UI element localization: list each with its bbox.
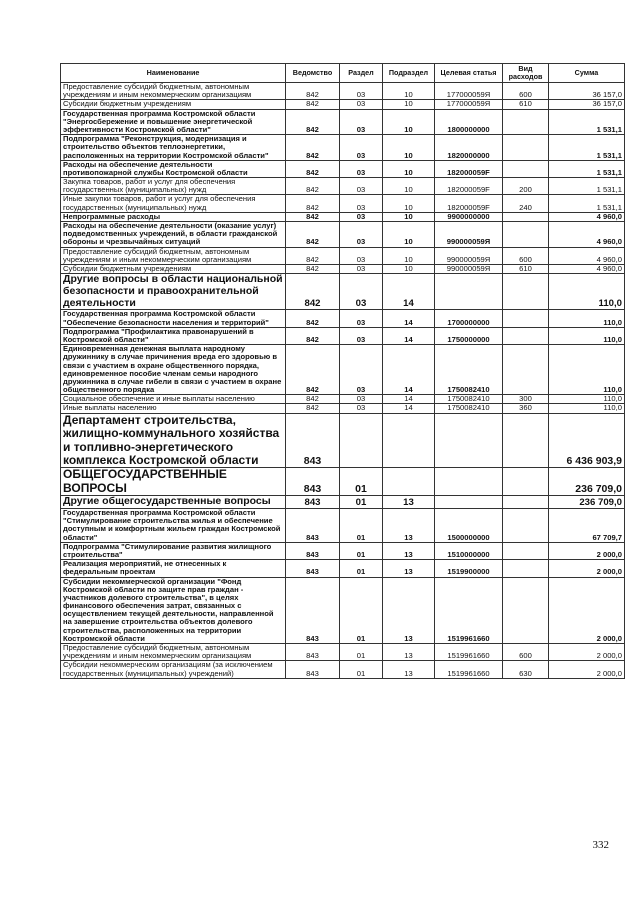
cell-target-article: [435, 468, 503, 496]
cell-podrazdel: 10: [383, 83, 435, 100]
cell-name: ОБЩЕГОСУДАРСТВЕННЫЕ ВОПРОСЫ: [61, 468, 286, 496]
cell-name: Социальное обеспечение и иные выплаты населению: [61, 395, 286, 404]
header-expense-type: Вид расходов: [503, 64, 549, 83]
cell-name: Субсидии бюджетным учреждениям: [61, 264, 286, 273]
cell-vedomstvo: 843: [286, 661, 340, 678]
cell-razdel: 03: [340, 310, 383, 327]
cell-target-article: 177000059Я: [435, 83, 503, 100]
cell-vedomstvo: 842: [286, 160, 340, 177]
cell-expense-type: 600: [503, 247, 549, 264]
cell-name: Единовременная денежная выплата народному дружиннику в случае причинения вреда его здоровью в связи с участием в охране общественного порядка, единовременное пособие членам семьи народного дружинника в случае гибели в связи с участием в охране общественного порядка: [61, 345, 286, 395]
cell-name: Государственная программа Костромской области "Стимулирование строительства жилья и обеспечение доступным и комфортным жильем граждан Костромской области": [61, 509, 286, 543]
table-row: [61, 542, 625, 559]
cell-target-article: 990000059Я: [435, 264, 503, 273]
cell-razdel: 03: [340, 135, 383, 161]
cell-target-article: 1510000000: [435, 542, 503, 559]
cell-sum: 1 531,1: [549, 135, 625, 161]
cell-expense-type: [503, 109, 549, 135]
cell-target-article: 182000059F: [435, 160, 503, 177]
cell-expense-type: 630: [503, 661, 549, 678]
cell-name: Государственная программа Костромской области "Энергосбережение и повышение энергетической эффективности Костромской области": [61, 109, 286, 135]
table-header-row: [61, 64, 625, 83]
cell-vedomstvo: 843: [286, 644, 340, 661]
cell-sum: 1 531,1: [549, 160, 625, 177]
cell-vedomstvo: 842: [286, 404, 340, 413]
cell-podrazdel: 13: [383, 577, 435, 644]
cell-razdel: 03: [340, 109, 383, 135]
table-row: [61, 247, 625, 264]
cell-podrazdel: 10: [383, 264, 435, 273]
cell-expense-type: 240: [503, 195, 549, 212]
header-name: Наименование: [61, 64, 286, 83]
cell-sum: 110,0: [549, 327, 625, 344]
table-row: [61, 83, 625, 100]
cell-sum: 4 960,0: [549, 212, 625, 221]
cell-target-article: [435, 496, 503, 509]
cell-target-article: [435, 413, 503, 468]
header-podrazdel: Подраздел: [383, 64, 435, 83]
cell-expense-type: [503, 560, 549, 577]
cell-razdel: 03: [340, 264, 383, 273]
cell-razdel: 01: [340, 468, 383, 496]
cell-sum: 4 960,0: [549, 222, 625, 248]
cell-razdel: 03: [340, 247, 383, 264]
table-row: [61, 100, 625, 109]
cell-vedomstvo: 843: [286, 542, 340, 559]
cell-name: Закупка товаров, работ и услуг для обеспечения государственных (муниципальных) нужд: [61, 178, 286, 195]
cell-sum: 110,0: [549, 404, 625, 413]
cell-vedomstvo: 842: [286, 109, 340, 135]
cell-vedomstvo: 842: [286, 274, 340, 310]
cell-vedomstvo: 842: [286, 178, 340, 195]
table-row: [61, 413, 625, 468]
cell-podrazdel: 10: [383, 135, 435, 161]
cell-podrazdel: 10: [383, 247, 435, 264]
header-vedomstvo: Ведомство: [286, 64, 340, 83]
cell-expense-type: 300: [503, 395, 549, 404]
cell-target-article: 990000059Я: [435, 247, 503, 264]
cell-name: Непрограммные расходы: [61, 212, 286, 221]
cell-expense-type: [503, 274, 549, 310]
cell-podrazdel: 13: [383, 644, 435, 661]
cell-sum: 1 531,1: [549, 178, 625, 195]
table-row: [61, 274, 625, 310]
cell-name: Подпрограмма "Профилактика правонарушений в Костромской области": [61, 327, 286, 344]
cell-vedomstvo: 843: [286, 496, 340, 509]
cell-razdel: 03: [340, 274, 383, 310]
cell-podrazdel: 14: [383, 345, 435, 395]
cell-name: Иные выплаты населению: [61, 404, 286, 413]
cell-razdel: 03: [340, 160, 383, 177]
cell-name: Расходы на обеспечение деятельности (оказание услуг) подведомственных учреждений, в области гражданской обороны и чрезвычайных ситуаций: [61, 222, 286, 248]
table-body: [61, 83, 625, 679]
cell-vedomstvo: 842: [286, 264, 340, 273]
cell-expense-type: [503, 413, 549, 468]
cell-vedomstvo: 842: [286, 310, 340, 327]
cell-sum: 36 157,0: [549, 100, 625, 109]
cell-name: Другие вопросы в области национальной безопасности и правоохранительной деятельности: [61, 274, 286, 310]
cell-razdel: 03: [340, 327, 383, 344]
cell-sum: 110,0: [549, 395, 625, 404]
cell-razdel: 03: [340, 395, 383, 404]
cell-razdel: [340, 413, 383, 468]
cell-expense-type: 200: [503, 178, 549, 195]
cell-vedomstvo: 843: [286, 560, 340, 577]
cell-target-article: 1700000000: [435, 310, 503, 327]
cell-target-article: 9900000000: [435, 212, 503, 221]
cell-razdel: 03: [340, 212, 383, 221]
cell-vedomstvo: 843: [286, 577, 340, 644]
cell-name: Другие общегосударственные вопросы: [61, 496, 286, 509]
cell-razdel: 01: [340, 577, 383, 644]
cell-vedomstvo: 842: [286, 222, 340, 248]
cell-razdel: 03: [340, 222, 383, 248]
cell-sum: 2 000,0: [549, 661, 625, 678]
cell-sum: 2 000,0: [549, 577, 625, 644]
cell-sum: 4 960,0: [549, 264, 625, 273]
cell-name: Подпрограмма "Реконструкция, модернизация и строительство объектов теплоэнергетики, расположенных на территории Костромской области": [61, 135, 286, 161]
cell-target-article: 1519961660: [435, 661, 503, 678]
cell-sum: 110,0: [549, 345, 625, 395]
cell-podrazdel: 10: [383, 109, 435, 135]
cell-target-article: 1519900000: [435, 560, 503, 577]
cell-target-article: [435, 274, 503, 310]
cell-name: Субсидии бюджетным учреждениям: [61, 100, 286, 109]
cell-target-article: 1750082410: [435, 345, 503, 395]
cell-target-article: 1750082410: [435, 404, 503, 413]
table-row: [61, 404, 625, 413]
cell-podrazdel: 14: [383, 404, 435, 413]
cell-expense-type: [503, 542, 549, 559]
table-row: [61, 577, 625, 644]
cell-vedomstvo: 842: [286, 212, 340, 221]
cell-target-article: 1800000000: [435, 109, 503, 135]
cell-vedomstvo: 842: [286, 247, 340, 264]
table-row: [61, 644, 625, 661]
cell-expense-type: [503, 135, 549, 161]
cell-podrazdel: 14: [383, 274, 435, 310]
cell-sum: 2 000,0: [549, 560, 625, 577]
cell-podrazdel: 14: [383, 395, 435, 404]
cell-target-article: 177000059Я: [435, 100, 503, 109]
cell-expense-type: 600: [503, 644, 549, 661]
cell-expense-type: [503, 222, 549, 248]
cell-podrazdel: 13: [383, 509, 435, 543]
cell-vedomstvo: 843: [286, 468, 340, 496]
cell-name: Предоставление субсидий бюджетным, автономным учреждениям и иным некоммерческим организациям: [61, 83, 286, 100]
table-row: [61, 195, 625, 212]
cell-expense-type: [503, 327, 549, 344]
cell-expense-type: [503, 577, 549, 644]
cell-expense-type: 360: [503, 404, 549, 413]
cell-sum: 110,0: [549, 274, 625, 310]
cell-vedomstvo: 842: [286, 100, 340, 109]
cell-target-article: 1820000000: [435, 135, 503, 161]
header-razdel: Раздел: [340, 64, 383, 83]
cell-target-article: 1519961660: [435, 577, 503, 644]
cell-name: Предоставление субсидий бюджетным, автономным учреждениям и иным некоммерческим организациям: [61, 644, 286, 661]
cell-expense-type: 600: [503, 83, 549, 100]
cell-vedomstvo: 842: [286, 327, 340, 344]
cell-expense-type: [503, 160, 549, 177]
cell-podrazdel: [383, 468, 435, 496]
cell-sum: 2 000,0: [549, 644, 625, 661]
cell-vedomstvo: 842: [286, 345, 340, 395]
cell-podrazdel: 13: [383, 496, 435, 509]
cell-podrazdel: 10: [383, 160, 435, 177]
table-row: [61, 345, 625, 395]
cell-podrazdel: [383, 413, 435, 468]
header-target-article: Целевая статья: [435, 64, 503, 83]
cell-sum: 1 531,1: [549, 195, 625, 212]
cell-sum: 2 000,0: [549, 542, 625, 559]
cell-vedomstvo: 842: [286, 135, 340, 161]
page-number: 332: [592, 839, 609, 851]
cell-expense-type: [503, 212, 549, 221]
table-row: [61, 560, 625, 577]
cell-name: Субсидии некоммерческой организации "Фонд Костромской области по защите прав граждан - участников долевого строительства", в целях финансового обеспечения затрат, связанных с осуществлением текущей деятельности, направленной на завершение строительства объектов долевого строительства, расположенных на территории Костромской области: [61, 577, 286, 644]
cell-razdel: 01: [340, 661, 383, 678]
table-row: [61, 496, 625, 509]
cell-sum: 6 436 903,9: [549, 413, 625, 468]
cell-sum: 4 960,0: [549, 247, 625, 264]
table-row: [61, 327, 625, 344]
cell-razdel: 01: [340, 560, 383, 577]
cell-name: Подпрограмма "Стимулирование развития жилищного строительства": [61, 542, 286, 559]
cell-sum: 67 709,7: [549, 509, 625, 543]
table-row: [61, 310, 625, 327]
table-row: [61, 160, 625, 177]
cell-target-article: 1500000000: [435, 509, 503, 543]
table-row: [61, 178, 625, 195]
header-sum: Сумма: [549, 64, 625, 83]
cell-target-article: 1519961660: [435, 644, 503, 661]
table-row: [61, 109, 625, 135]
cell-razdel: 03: [340, 83, 383, 100]
cell-expense-type: 610: [503, 264, 549, 273]
cell-podrazdel: 10: [383, 178, 435, 195]
cell-name: Государственная программа Костромской области "Обеспечение безопасности населения и территорий": [61, 310, 286, 327]
cell-podrazdel: 10: [383, 100, 435, 109]
cell-vedomstvo: 843: [286, 413, 340, 468]
cell-sum: 236 709,0: [549, 468, 625, 496]
cell-podrazdel: 14: [383, 327, 435, 344]
cell-name: Субсидии некоммерческим организациям (за исключением государственных (муниципальных) учреждений): [61, 661, 286, 678]
cell-razdel: 01: [340, 644, 383, 661]
cell-podrazdel: 10: [383, 195, 435, 212]
table-row: [61, 509, 625, 543]
cell-expense-type: 610: [503, 100, 549, 109]
cell-podrazdel: 10: [383, 222, 435, 248]
table-row: [61, 222, 625, 248]
cell-vedomstvo: 842: [286, 195, 340, 212]
cell-vedomstvo: 842: [286, 395, 340, 404]
cell-name: Расходы на обеспечение деятельности противопожарной службы Костромской области: [61, 160, 286, 177]
cell-name: Департамент строительства, жилищно-коммунального хозяйства и топливно-энергетического комплекса Костромской области: [61, 413, 286, 468]
cell-name: Реализация мероприятий, не отнесенных к федеральным проектам: [61, 560, 286, 577]
cell-name: Иные закупки товаров, работ и услуг для обеспечения государственных (муниципальных) нужд: [61, 195, 286, 212]
cell-expense-type: [503, 509, 549, 543]
cell-expense-type: [503, 345, 549, 395]
cell-razdel: 03: [340, 178, 383, 195]
cell-target-article: 1750082410: [435, 395, 503, 404]
cell-target-article: 182000059F: [435, 178, 503, 195]
cell-razdel: 03: [340, 195, 383, 212]
cell-name: Предоставление субсидий бюджетным, автономным учреждениям и иным некоммерческим организациям: [61, 247, 286, 264]
cell-expense-type: [503, 496, 549, 509]
cell-sum: 36 157,0: [549, 83, 625, 100]
table-row: [61, 661, 625, 678]
cell-vedomstvo: 842: [286, 83, 340, 100]
cell-razdel: 03: [340, 404, 383, 413]
table-row: [61, 468, 625, 496]
cell-podrazdel: 13: [383, 560, 435, 577]
cell-sum: 236 709,0: [549, 496, 625, 509]
cell-razdel: 01: [340, 509, 383, 543]
cell-sum: 110,0: [549, 310, 625, 327]
cell-podrazdel: 13: [383, 661, 435, 678]
cell-expense-type: [503, 468, 549, 496]
cell-expense-type: [503, 310, 549, 327]
cell-podrazdel: 10: [383, 212, 435, 221]
cell-razdel: 01: [340, 542, 383, 559]
cell-target-article: 990000059Я: [435, 222, 503, 248]
budget-table: [60, 63, 625, 679]
cell-podrazdel: 13: [383, 542, 435, 559]
cell-razdel: 01: [340, 496, 383, 509]
cell-razdel: 03: [340, 100, 383, 109]
cell-razdel: 03: [340, 345, 383, 395]
cell-target-article: 182000059F: [435, 195, 503, 212]
cell-vedomstvo: 843: [286, 509, 340, 543]
cell-sum: 1 531,1: [549, 109, 625, 135]
cell-target-article: 1750000000: [435, 327, 503, 344]
table-row: [61, 135, 625, 161]
cell-podrazdel: 14: [383, 310, 435, 327]
